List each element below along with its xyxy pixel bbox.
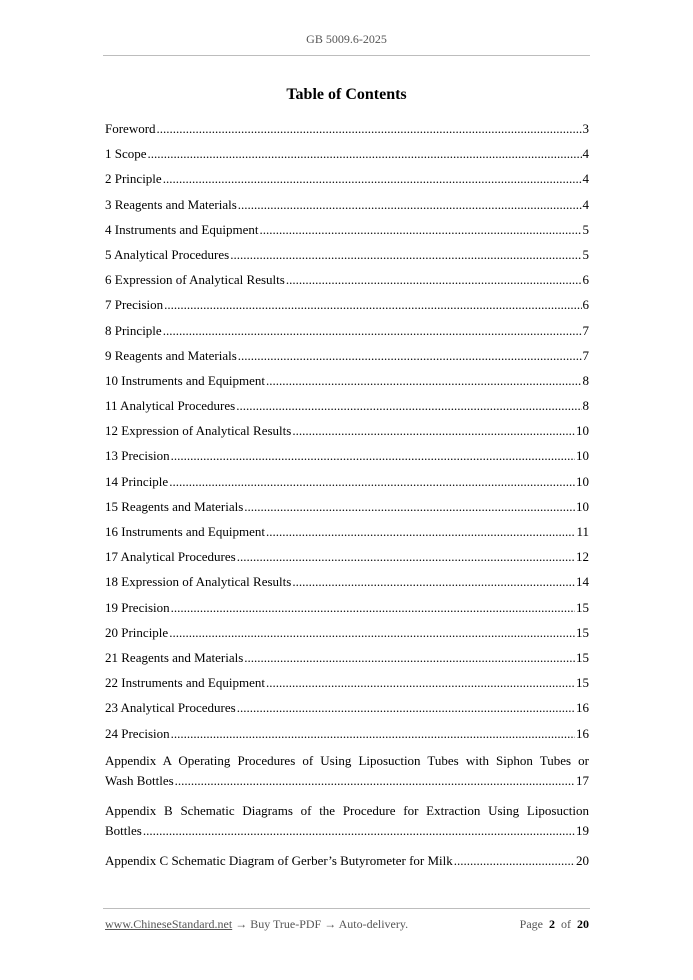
toc-entry[interactable] [105,119,589,144]
toc-leader [266,673,575,693]
toc-leader [292,572,575,592]
toc-entry[interactable] [105,598,589,623]
toc-entry-page: 8 [582,398,589,414]
toc-entry[interactable] [105,220,589,245]
toc-entry[interactable] [105,295,589,320]
toc-entry-label-cont: Wash Bottles [105,772,174,788]
toc-leader [266,371,582,391]
toc-leader [292,421,575,441]
page-header: GB 5009.6-2025 [306,32,387,46]
toc-entry-page: 10 [576,448,589,464]
toc-entry-label: 7 Precision [105,297,164,313]
toc-entry[interactable] [105,421,589,446]
toc-entry-page: 20 [576,852,589,868]
toc-leader [237,698,575,718]
toc-entry-label: Foreword [105,121,156,136]
toc-entry-page: 15 [576,599,589,615]
toc-entry-label: Appendix A Operating Procedures of Using Liposuction Tubes with Siphon Tubes or [105,752,589,768]
toc-entry-label: 24 Precision [105,725,170,741]
toc-entry-page: 16 [576,700,589,716]
page-total: 20 [577,917,589,931]
site-link[interactable]: www.ChineseStandard.net [105,917,233,931]
promo-text: → Buy True-PDF → Auto-delivery. [232,917,409,931]
toc-entry[interactable] [105,572,589,597]
toc-leader [163,169,582,189]
toc-entry-page: 6 [582,272,589,288]
toc-entry[interactable] [105,195,589,220]
toc-entry-label: 5 Analytical Procedures [105,246,230,262]
toc-entry-page: 5 [582,246,589,262]
toc-entry[interactable] [105,396,589,421]
toc-leader [169,623,575,643]
header-divider [103,55,590,56]
toc-entry-label: 2 Principle [105,171,162,187]
toc-entry[interactable] [105,321,589,346]
toc-leader [259,220,581,240]
toc-entry-page: 5 [582,221,589,237]
toc-entry-page: 11 [576,524,589,539]
toc-leader [237,547,575,567]
toc-entry-label: 13 Precision [105,448,170,464]
toc-entry-page: 4 [582,196,589,212]
toc-leader [171,446,575,466]
toc-entry-page: 10 [576,473,589,489]
toc-entry-page: 7 [582,322,589,338]
page-title: Table of Contents [286,86,407,103]
toc-entry-page: 10 [576,498,589,514]
toc-entry-page: 14 [576,574,589,590]
toc-entry[interactable] [105,346,589,371]
toc-leader [157,119,582,139]
toc-leader [244,497,575,517]
toc-entry-label: 8 Principle [105,322,162,338]
toc-entry[interactable] [105,623,589,648]
toc-entry-label: 22 Instruments and Equipment [105,675,265,691]
page-footer [105,917,589,932]
toc-leader [238,346,582,366]
toc-entry-page: 4 [582,146,589,162]
toc-entry-page: 16 [576,725,589,741]
toc-leader [286,270,582,290]
footer-left [105,917,408,932]
toc-entry-page: 7 [582,347,589,363]
toc-leader [266,522,576,542]
toc-entry[interactable] [105,497,589,522]
footer-divider [103,908,590,909]
toc-entry-page: 4 [582,171,589,187]
toc-entry-page: 8 [582,372,589,388]
page-prefix: Page [519,917,543,931]
toc-entry-appendix-c[interactable] [105,851,589,871]
toc-entry-page: 6 [582,297,589,313]
toc-leader [164,295,581,315]
toc-entry-appendix-b[interactable] [105,801,589,846]
toc-entry-label: 15 Reagents and Materials [105,498,244,514]
toc-entry-appendix-a[interactable] [105,751,589,796]
toc-entry-label: 9 Reagents and Materials [105,347,237,363]
toc-entry[interactable] [105,673,589,698]
toc-entry-label: 14 Principle [105,473,169,489]
toc-entry-label: 20 Principle [105,624,169,640]
toc-leader [143,821,575,841]
toc-leader [163,321,582,341]
toc-entry-label: 11 Analytical Procedures [105,398,236,414]
toc-entry-label: Appendix B Schematic Diagrams of the Procedure for Extraction Using Liposuction [105,802,589,818]
toc-entry-page: 10 [576,423,589,439]
toc-leader [238,195,582,215]
toc-entry-label: 17 Analytical Procedures [105,549,236,565]
toc-leader [454,851,575,871]
toc-entry[interactable] [105,698,589,723]
toc-leader [244,648,575,668]
toc-leader [175,771,575,791]
toc-entry[interactable] [105,522,589,547]
toc-entry-page: 15 [576,649,589,665]
toc-entry-label: 12 Expression of Analytical Results [105,423,292,439]
table-of-contents [105,119,589,871]
toc-leader [171,724,575,744]
toc-entry-page: 12 [576,549,589,565]
toc-entry-label: 3 Reagents and Materials [105,196,237,212]
toc-entry-label: 4 Instruments and Equipment [105,221,259,237]
toc-entry-label: 23 Analytical Procedures [105,700,236,716]
toc-leader [171,598,575,618]
toc-leader [236,396,581,416]
toc-entry[interactable] [105,270,589,295]
toc-entry-page: 15 [576,624,589,640]
toc-entry-label-cont: Bottles [105,822,142,838]
page-indicator [520,917,589,932]
toc-entry[interactable] [105,648,589,673]
toc-entry[interactable] [105,547,589,572]
toc-entry[interactable] [105,371,589,396]
toc-entry-label: 10 Instruments and Equipment [105,372,265,388]
toc-entry[interactable] [105,446,589,471]
toc-entry-label: 21 Reagents and Materials [105,649,244,665]
page-of: of [561,917,571,931]
toc-entry-page: 15 [576,675,589,691]
toc-leader [148,144,582,164]
toc-entry-label: 18 Expression of Analytical Results [105,574,292,590]
toc-entry-page: 19 [576,822,589,838]
toc-leader [230,245,581,265]
toc-entry[interactable] [105,169,589,194]
toc-entry-label: 19 Precision [105,599,170,615]
toc-entry-label: 1 Scope [105,146,147,162]
toc-entry[interactable] [105,472,589,497]
toc-entry-page: 3 [582,121,589,136]
toc-entry-page: 17 [576,772,589,788]
toc-leader [169,472,575,492]
toc-entry[interactable] [105,724,589,749]
toc-entry-label: 16 Instruments and Equipment [105,524,265,539]
page-current: 2 [549,917,555,931]
toc-entry[interactable] [105,245,589,270]
toc-entry-label: 6 Expression of Analytical Results [105,272,285,288]
toc-entry[interactable] [105,144,589,169]
toc-entry-label: Appendix C Schematic Diagram of Gerber’s Butyrometer for Milk [105,852,453,868]
